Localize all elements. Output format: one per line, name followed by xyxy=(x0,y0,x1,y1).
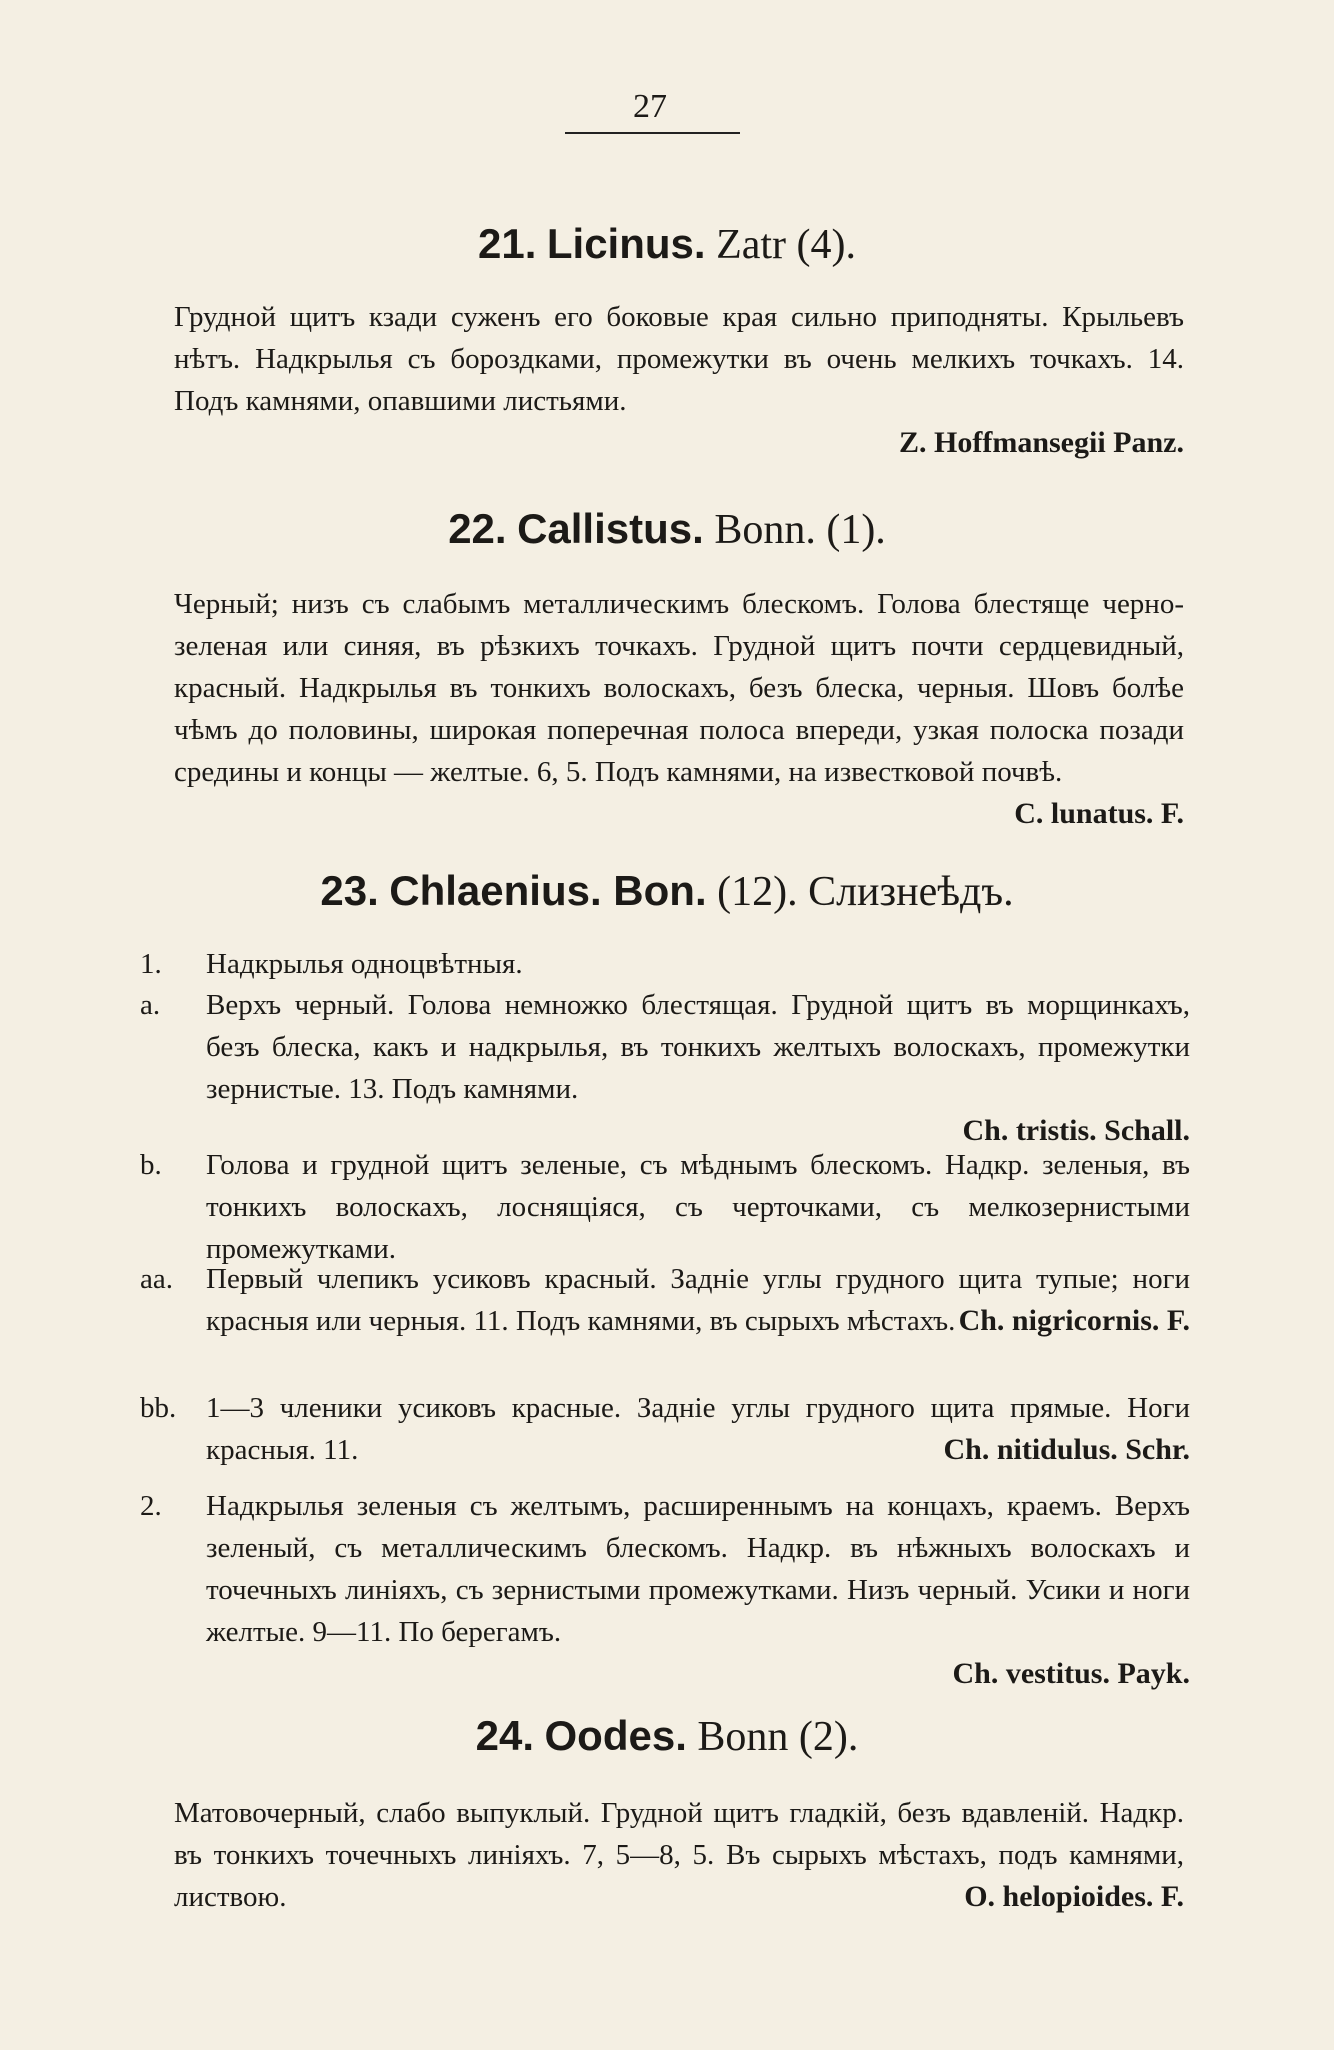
genus-count: (2). xyxy=(798,1714,859,1760)
key-item xyxy=(140,943,1190,985)
species-name: O. helopioides. F. xyxy=(964,1880,1184,1913)
key-text: Надкрылья одноцвѣтныя. xyxy=(206,948,523,980)
licinus-description xyxy=(174,296,1184,464)
genus-heading-licinus xyxy=(0,220,1334,269)
key-marker: a. xyxy=(140,989,161,1021)
genus-name: Chlaenius. Bon. xyxy=(389,867,707,914)
key-text: Голова и грудной щитъ зеленые, съ мѣднымъ блескомъ. Надкр. зеленыя, въ тонкихъ волоскахъ, лоснящiяся, съ черточками, съ мелкозернистыми промежутками. xyxy=(206,1149,1190,1265)
page-number-rule xyxy=(565,132,740,134)
genus-author: Zatr xyxy=(716,222,787,268)
key-item xyxy=(140,1258,1190,1342)
key-marker: 1. xyxy=(140,948,162,980)
species-name: Ch. tristis. Schall. xyxy=(962,1114,1190,1147)
genus-author: Bonn xyxy=(697,1714,789,1760)
key-text: 1—3 членики усиковъ красные. Заднiе углы грудного щита прямые. Ноги красныя. 11. xyxy=(206,1392,1190,1466)
key-marker: b. xyxy=(140,1149,162,1181)
species-name: Z. Hoffmansegii Panz. xyxy=(899,426,1184,459)
key-item xyxy=(140,1144,1190,1270)
genus-count: (1). xyxy=(826,507,886,553)
key-marker: 2. xyxy=(140,1490,162,1522)
genus-count: (4). xyxy=(796,222,857,268)
key-item xyxy=(140,1485,1190,1695)
page-number: 27 xyxy=(633,88,667,125)
key-text: Первый члепикъ усиковъ красный. Заднiе углы грудного щита тупые; ноги красныя или черныя. 11. Подъ камнями, въ сырыхъ мѣстахъ. xyxy=(206,1263,1190,1337)
species-name: C. lunatus. F. xyxy=(1014,797,1184,830)
genus-number: 23. xyxy=(320,867,379,914)
genus-count: (12). Слизнеѣдъ. xyxy=(717,869,1014,915)
description-text: Матовочерный, слабо выпуклый. Грудной щитъ гладкiй, безъ вдавленiй. Надкр. въ тонкихъ точечныхъ линiяхъ. 7, 5—8, 5. Въ сырыхъ мѣстахъ, подъ камнями, листвою. xyxy=(174,1797,1184,1913)
description-text: Черный; низъ съ слабымъ металлическимъ блескомъ. Голова блестяще черно-зеленая или синяя, въ рѣзкихъ точкахъ. Грудной щитъ почти сердцевидный, красный. Надкрылья въ тонкихъ волоскахъ, безъ блеска, черныя. Шовъ болѣе чѣмъ до половины, широкая поперечная полоса впереди, узкая полоска позади средины и концы — желтые. 6, 5. Подъ камнями, на известковой почвѣ. xyxy=(174,588,1184,788)
genus-number: 22. xyxy=(448,505,507,552)
genus-heading-oodes xyxy=(0,1712,1334,1761)
callistus-description xyxy=(174,583,1184,835)
key-text: Верхъ черный. Голова немножко блестящая. Грудной щитъ въ морщинкахъ, безъ блеска, какъ и надкрылья, въ тонкихъ желтыхъ волоскахъ, промежутки зернистые. 13. Подъ камнями. xyxy=(206,989,1190,1105)
key-marker: aa. xyxy=(140,1263,173,1295)
key-text: Надкрылья зеленыя съ желтымъ, расширеннымъ на концахъ, краемъ. Верхъ зеленый, съ металлическимъ блескомъ. Надкр. въ нѣжныхъ волоскахъ и точечныхъ линiяхъ, съ зернистыми промежутками. Низъ черный. Усики и ноги желтые. 9—11. По берегамъ. xyxy=(206,1490,1190,1648)
genus-number: 21. xyxy=(477,220,537,267)
species-name: Ch. vestitus. Payk. xyxy=(952,1657,1190,1690)
species-name: Ch. nigricornis. F. xyxy=(958,1304,1190,1337)
genus-name: Licinus. xyxy=(546,220,706,267)
oodes-description xyxy=(174,1792,1184,1918)
key-item xyxy=(140,984,1190,1152)
genus-heading-callistus xyxy=(0,505,1334,554)
genus-author: Bonn. xyxy=(714,507,816,553)
genus-number: 24. xyxy=(475,1712,534,1759)
genus-heading-chlaenius xyxy=(0,867,1334,916)
species-name: Ch. nitidulus. Schr. xyxy=(943,1433,1190,1466)
genus-name: Oodes. xyxy=(544,1712,687,1759)
description-text: Грудной щитъ кзади суженъ его боковые края сильно приподняты. Крыльевъ нѣтъ. Надкрылья съ бороздками, промежутки въ очень мелкихъ точкахъ. 14. Подъ камнями, опавшими листьями. xyxy=(174,301,1184,417)
key-marker: bb. xyxy=(140,1392,177,1424)
genus-name: Callistus. xyxy=(517,505,704,552)
key-item xyxy=(140,1387,1190,1471)
